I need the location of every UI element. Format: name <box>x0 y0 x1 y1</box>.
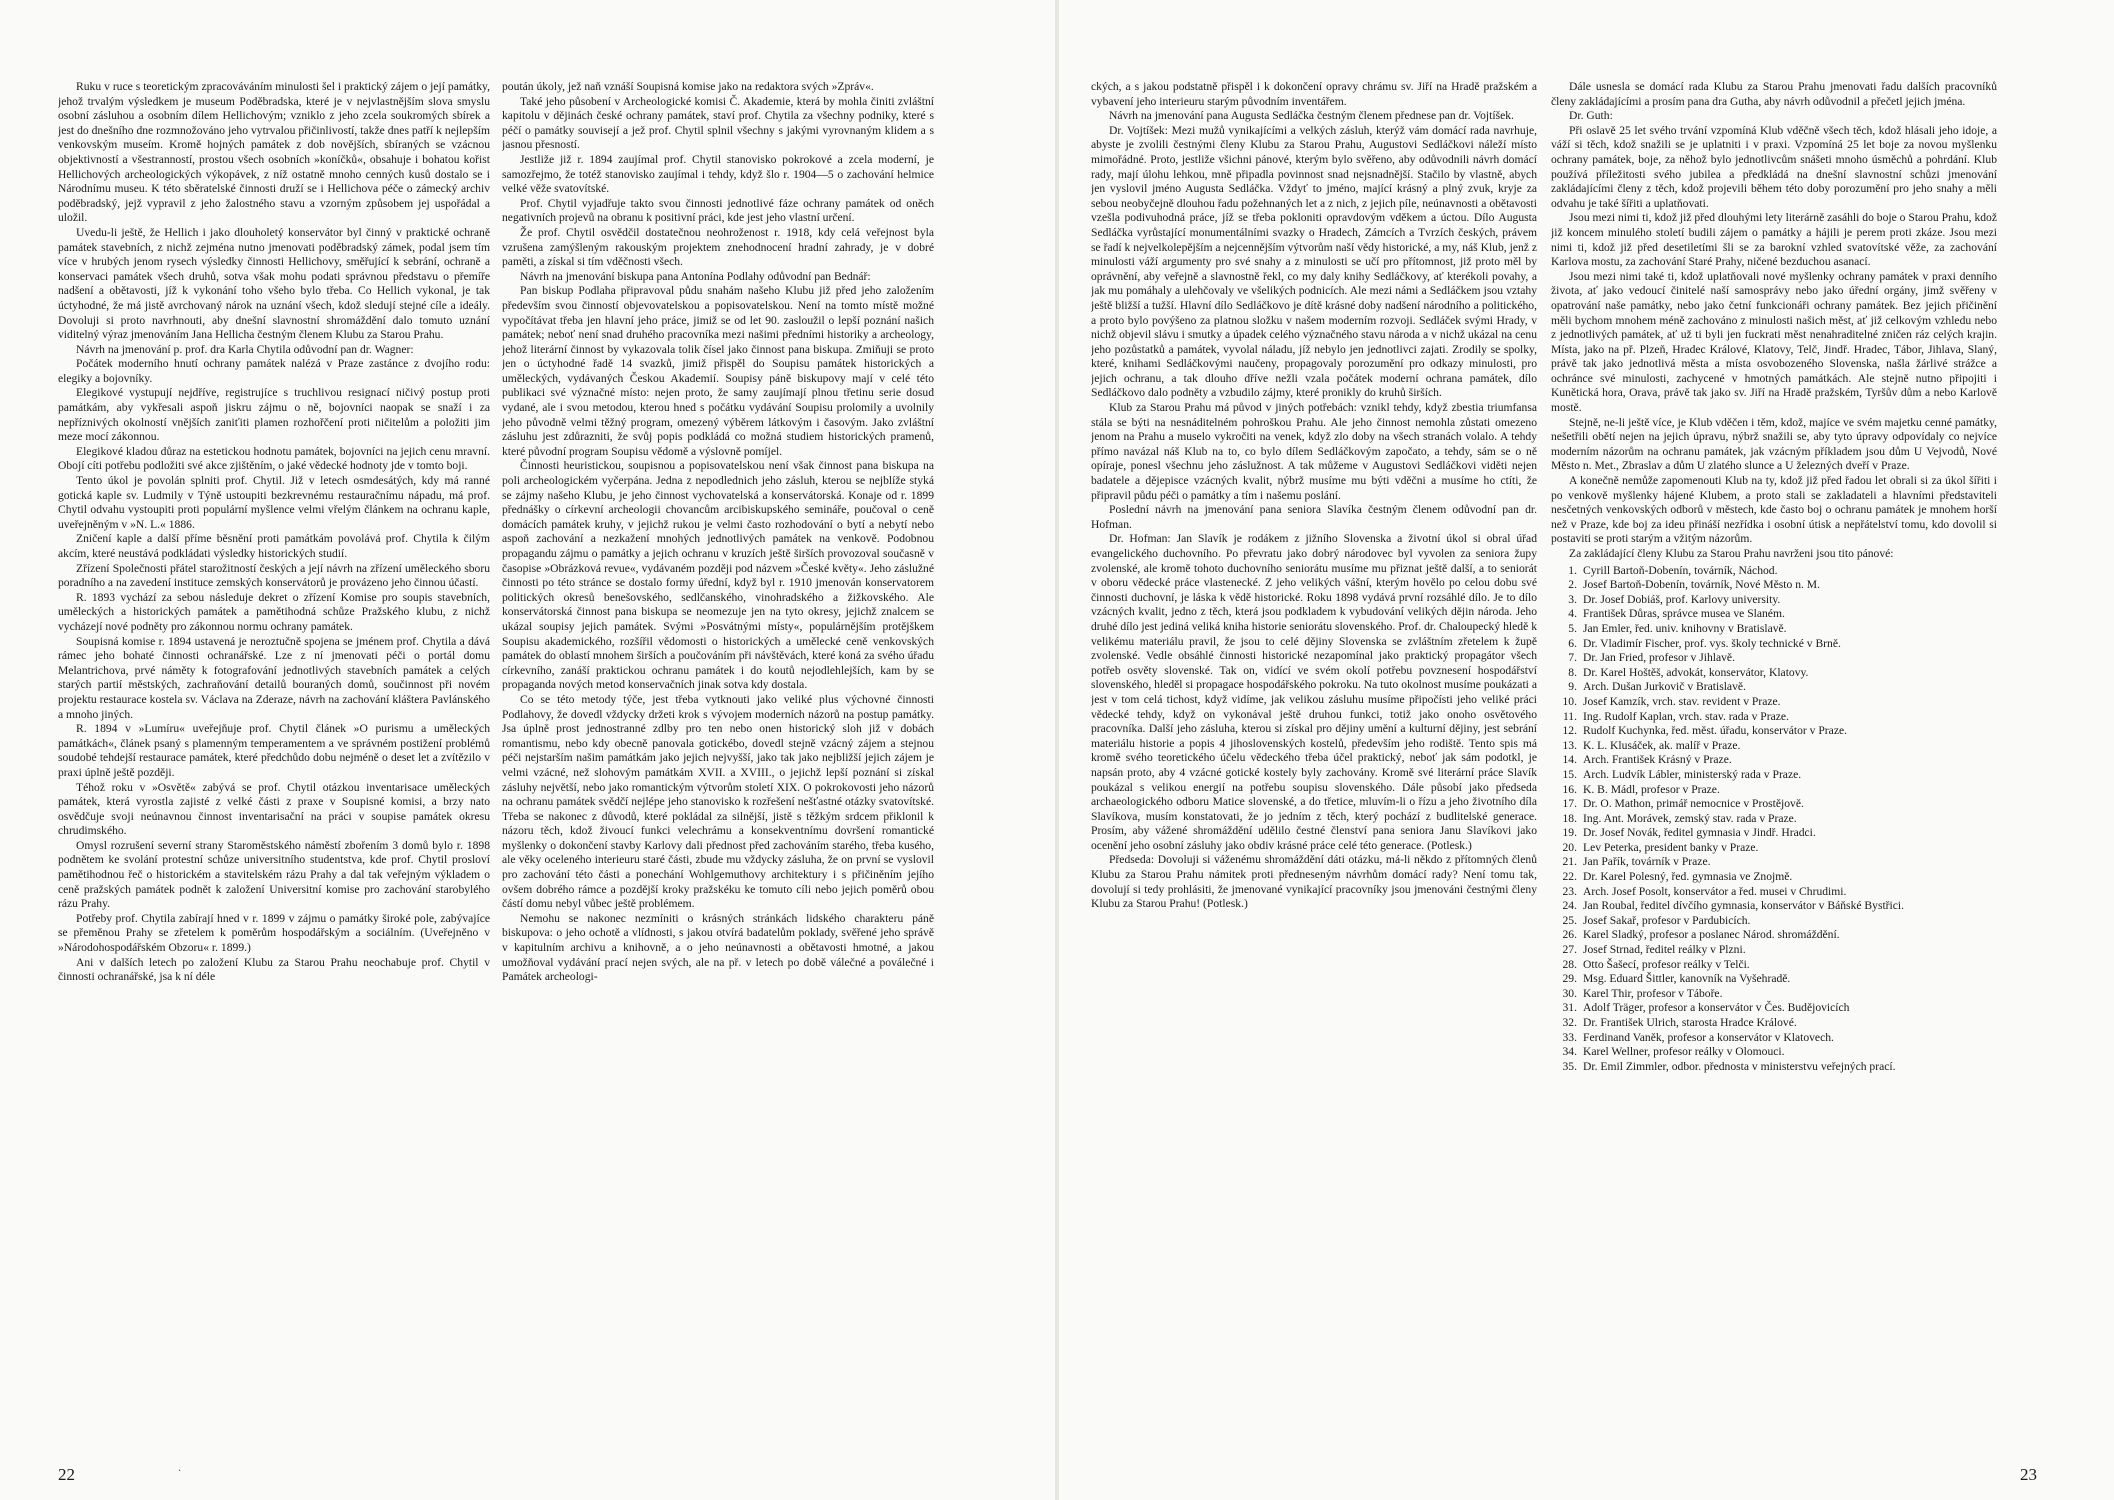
member-list-item <box>1551 1060 1997 1075</box>
member-name: Ing. Rudolf Kaplan, vrch. stav. rada v Praze. <box>1583 709 1789 723</box>
paragraph: R. 1894 v »Lumíru« uveřejňuje prof. Chytil článek »O purismu a uměleckých památkách«, článek psaný s plamenným temperamentem a ve správném postižení problémů soudobé tehdejší restaurace památek, které předchůdo dobu nejméně o deset let a zvítězilo v praxi úplně ještě později. <box>58 722 490 779</box>
member-number: 3. <box>1568 592 1577 606</box>
paragraph: Klub za Starou Prahu má původ v jiných potřebách: vznikl tehdy, když zbestia triumfansa stála se býti na nesnáditelném pohroškou Prahu. Ale jeho činnost nemohla zůstati omezeno jenom na Prahu a muselo vykročiti na venek, když zlo doby na všech stranách volalo. A tehdy přímo navázal náš Klub na to, co bylo dílem Sedláčkovým započato, a tehdy, sám se o ně opíraje, ponesl všechnu jeho záslužnost. A tak můžeme v Augustovi Sedláčkovi viděti nejen badatele a dějepisce vzácných kvalit, nýbrž musíme mu býti vděčni a musíme ho ctíti, že připravil půdu péči o památky a tím i našemu poslání. <box>1091 401 1537 502</box>
paragraph: Při oslavě 25 let svého trvání vzpomíná Klub vděčně všech těch, kdož hlásali jeho idoje, a váží si těch, kdož snažili se je uplatniti i v praxi. Vzpomíná 25 let boje za novou myšlenku ochrany památek, boje, za něhož bylo jednotlivcům snášeti mnoho úsměchů a pohrdání. Klub používá příležitosti svého jubilea a předkládá na dnešní slavnostní schůzi jmenování zakládajícími členy z těch, kdož projevili během této doby porozumění pro jeho snahy a měli odvahu je také šířiti a uplatňovati. <box>1551 123 1997 210</box>
paragraph: Že prof. Chytil osvědčil dostatečnou neohroženost r. 1918, kdy celá veřejnost byla vzrušena zamýšleným rakouským projektem znehodnocení hradní zahrady, je v dobré paměti, a získal si tím vděčnosti všech. <box>502 225 934 269</box>
member-list-item <box>1551 972 1997 987</box>
paragraph: R. 1893 vychází za sebou následuje dekret o zřízení Komise pro soupis stavebních, uměleckých a historických památek a pamětihodná schůze Pražského klubu, z nichž vycházejí nové podněty pro zákonnou normu ochrany památek. <box>58 590 490 633</box>
member-name: Otto Šašecí, profesor reálky v Telči. <box>1583 957 1750 971</box>
member-name: Karel Sladký, profesor a poslanec Národ. shromáždění. <box>1583 928 1840 942</box>
member-list-item <box>1551 885 1997 900</box>
paragraph: Nemohu se nakonec nezmíniti o krásných stránkách lidského charakteru páně biskupova: o jeho ochotě a vlídnosti, s jakou otvírá badatelům poklady, svěřené jeho správě v kapitulním archivu a knihovně, a o jeho neúnavnosti a obětavosti hmotné, a jakou umožňoval vydávání prací nejen svých, ale na př. v letech po době válečné a poválečné i Památek archeologi- <box>502 911 934 984</box>
member-number: 18. <box>1562 811 1577 825</box>
member-name: Jan Roubal, ředitel dívčího gymnasia, konservátor v Báňské Bystřici. <box>1583 899 1905 913</box>
member-number: 22. <box>1562 870 1577 884</box>
member-list-item <box>1551 1016 1997 1031</box>
member-list-item <box>1551 841 1997 856</box>
paragraph: Téhož roku v »Osvětě« zabývá se prof. Chytil otázkou inventarisace uměleckých památek, která vyrostla zajisté z velké části z praxe v Soupisné komisi, a brzy nato osvědčuje svoji neúnavnou činnost inventarisační na práci v soupise památek okresu chrudimského. <box>58 780 490 838</box>
member-number: 8. <box>1568 665 1577 679</box>
member-list-item <box>1551 812 1997 827</box>
paragraph: Dr. Vojtíšek: Mezi mužů vynikajícími a velkých zásluh, kterýž vám domácí rada navrhuje, abyste je zvolili čestnými členy Klubu za Starou Prahu, Augustovi Sedláčkovi náleží místo mimořádné. Proto, jestliže všichni pánové, kterým bylo svěřeno, aby odůvodnili návrh domácí rady, mají úlohu lehkou, mně připadla povinnost snad nejsnadnější. Stačilo by vlastně, abych jen vyslovil jméno Augusta Sedláčka. Vždyť to jméno, mající krásný a plný zvuk, kryje za sebou neobyčejně dlouhou řadu požehnaných let a z nich, z jejich píle, neúnavnosti a obětavosti vzešla podivuhodná práce, jíž se třeba pokloniti opravdovým vděkem a úctou. Dílo Augusta Sedláčka vyrůstající monumentálními svazky o Hradech, Zámcích a Tvrzích českých, právem se řadí k nejvelkolepějším a nejcennějším výtvorům naší vědy historické, a my, náš Klub, jenž z minulosti váží argumenty pro své snahy a z minulosti se učí pro přítomnost, již proto měl by oprávnění, aby veřejně a slavnostně řekl, co my daly knihy Sedláčkovy, ať kterékoli povahy, a jak mu pomáhaly a ulehčovaly ve všelikých podnicích. Ale mezi námi a Sedláčkem jsou vztahy ještě bližší a tužší. Hlavní dílo Sedláčkovo je dítě krásné doby nadšení národního a politického, a proto bylo povýšeno za platnou složku v našem moderním rozvoji. Sedláček svými Hrady, v nichž objevil slávu i smutky a úpadek celého význačného stavu národa a v nichž ukázal na cenu jeho pozůstatků a památek, vyvolal náladu, jíž nebylo jen jednotlivci zajati. Zrodily se spolky, které, knihami Sedláčkovými naučeny, propagovaly porozumění pro odkazy minulosti, pro jejich ochranu, a tak dlouho dříve nežli vzala počátek moderní ochrana památek, dílo Sedláčkovo dalo podněty a vzbudilo zájmy, které pronikly do kruhů širších. <box>1091 123 1537 400</box>
member-number: 2. <box>1568 578 1577 592</box>
member-number: 30. <box>1562 986 1577 1000</box>
paragraph: Elegikové kladou důraz na estetickou hodnotu památek, bojovníci na jejich cenu mravní. Obojí cíti potřebu podložiti své akce zjištěním, o jaké vědecké hodnoty jde v tomto boji. <box>58 444 490 473</box>
member-list-item <box>1551 724 1997 739</box>
paragraph: Zničení kaple a další příme běsnění proti památkám povolává prof. Chytila k čilým akcím, které neustává podkládati výsledky historických studií. <box>58 532 490 560</box>
member-number: 6. <box>1568 636 1577 650</box>
member-list-item <box>1551 710 1997 725</box>
member-name: Dr. Josef Novák, ředitel gymnasia v Jindř. Hradci. <box>1583 826 1816 840</box>
member-number: 15. <box>1562 767 1577 781</box>
member-list-item <box>1551 1045 1997 1060</box>
paragraph: Uvedu-li ještě, že Hellich i jako dlouholetý konservátor byl činný v praktické ochraně památek stavebních, z nichž zejména nutno jmenovati poděbradský zámek, podal jsem tím více v hrubých jenom rysech výsledky činnosti Hellichovy, směřující k sebrání, ochraně a konservaci památek všech druhů, sotva však mohu podati správnou představu o přemíře nadšení a obětavosti, jíž k vykonání toho všeho bylo třeba. Co Hellich vykonal, je tak úctyhodné, že má jistě avrchovaný nárok na uznání všech, kdož sledují stejné cíle a ideály. Dovoluji si proto navrhnouti, aby dnešní slavnostní shromáždění dalo tomuto uznání viditelný výraz jmenováním Jana Hellicha čestným členem Klubu za Starou Prahu. <box>58 225 490 342</box>
paragraph: Poslední návrh na jmenování pana seniora Slavíka čestným členem odůvodní pan dr. Hofman. <box>1091 503 1537 531</box>
member-list-item <box>1551 987 1997 1002</box>
member-number: 14. <box>1562 753 1577 767</box>
member-list-item <box>1551 1001 1997 1016</box>
member-number: 29. <box>1562 972 1577 986</box>
founding-members-intro <box>1551 80 1997 562</box>
member-list-item <box>1551 607 1997 622</box>
member-list-item <box>1551 943 1997 958</box>
member-name: František Důras, správce musea ve Slaném. <box>1583 607 1785 621</box>
member-list-item <box>1551 651 1997 666</box>
member-list-item <box>1551 1031 1997 1046</box>
paragraph: Počátek moderního hnutí ochrany památek nalézá v Praze zastánce z dvojího rodu: elegiky a bojovníky. <box>58 357 490 385</box>
member-name: Dr. Karel Polesný, řed. gymnasia ve Znojmě. <box>1583 870 1793 884</box>
member-list-item <box>1551 680 1997 695</box>
paragraph: Dr. Guth: <box>1569 109 1613 123</box>
member-list-item <box>1551 578 1997 593</box>
member-name: Dr. František Ulrich, starosta Hradce Králové. <box>1583 1016 1797 1029</box>
member-name: Dr. Karel Hoštěš, advokát, konservátor, Klatovy. <box>1583 665 1809 679</box>
member-number: 12. <box>1562 724 1577 738</box>
paragraph: Ruku v ruce s teoretickým zpracováváním minulosti šel i praktický zájem o její památky, jehož trvalým výsledkem je museum Poděbradska, které je v nejvlastnějším slova smyslu osobní zásluhou a osobním dílem Hellichovým; vzniklo z jeho zcela soukromých sbírek a jest do dnešního dne rozmnožováno jeho vytrvalou přičinlivostí, takže dnes patří k nejlepším venkovským museím. Kromě hojných památek z dob novějších, sbíraných se vzácnou objektivností a všestranností, prostou všech osobních »koníčků«, obsahuje i bohatou kořist Hellichových archeologických výkopávek, z níž ostatně mnoho cenných kusů dostalo se i Národnímu museu. K této sběratelské činnosti druží se i Hellichova péče o zámecký archiv poděbradský, jejž vypravil z jeho žalostného stavu a vzorným způsobem jej uspořádal a uložil. <box>58 80 490 225</box>
member-name: Dr. Jan Fried, profesor v Jihlavě. <box>1583 651 1735 665</box>
member-number: 23. <box>1562 884 1577 898</box>
member-name: Dr. O. Mathon, primář nemocnice v Prostějově. <box>1583 797 1804 811</box>
member-number: 21. <box>1562 855 1577 869</box>
member-name: Josef Sakař, profesor v Pardubicích. <box>1583 913 1751 927</box>
member-name: K. B. Mádl, profesor v Praze. <box>1583 782 1720 796</box>
member-name: Arch. Josef Posolt, konservátor a řed. musei v Chrudimi. <box>1583 884 1847 898</box>
member-name: Dr. Josef Dobiáš, prof. Karlovy university. <box>1583 592 1781 606</box>
paragraph: Návrh na jmenování pana Augusta Sedláčka čestným členem přednese pan dr. Vojtíšek. <box>1109 109 1514 123</box>
member-list-item <box>1551 637 1997 652</box>
member-list-item <box>1551 695 1997 710</box>
member-name: Arch. František Krásný v Praze. <box>1583 753 1732 767</box>
paragraph: Jsou mezi nimi také ti, kdož uplatňovali nové myšlenky ochrany památek v praxi denního života, ať jako vedoucí činitelé naší samosprávy nebo jako úřední orgány, jimž svěřeny v opatrování naše památky, nebo jako četní funkcionáři ochrany památek. Bez jejich přičinění měli bychom mnohem méně zachováno z minulosti našich měst, ať již celkovým vzhledu nebo z jednotlivých památek, ať už ti byli jen fuckrati měst nenahraditelné zničen ráz celých krajin. Místa, jako na př. Plzeň, Hradec Králové, Klatovy, Telč, Jindř. Hradec, Tábor, Jihlava, Slaný, právě tak jako jednotlivá města a místa osvobozeného Slovenska, našla žárlivé strážce a ochránce své minulosti, zachycené v hmotných památkách. Ale stejně nutno připojiti i Kunětická hora, Orava, právě tak jako sv. Jiří na Hradě pražském, Tyršův dům a nebo Karlově mostě. <box>1551 269 1997 415</box>
member-list-item <box>1551 914 1997 929</box>
member-number: 24. <box>1562 899 1577 913</box>
member-number: 35. <box>1562 1059 1577 1073</box>
member-number: 1. <box>1568 563 1577 577</box>
paragraph: poután úkoly, jež naň vznáší Soupisná komise jako na redaktora svých »Zpráv«. <box>502 80 874 93</box>
page-number-right: 23 <box>2020 1465 2037 1484</box>
member-number: 17. <box>1562 797 1577 811</box>
paragraph: Stejně, ne-li ještě více, je Klub vděčen i těm, kdož, majíce ve svém majetku cenné památky, nešetřili obětí nejen na jejich úpravu, nýbrž snažili se, aby tyto úpravy odpovídaly co nejvíce moderním názorům na ochranu památek, jak vzácným příkladem jsou dům U Vejvodů, Nové Město n. Met., Zbraslav a dům U zlatého slunce a U železných dveří v Praze. <box>1551 415 1997 473</box>
member-name: Josef Kamzík, vrch. stav. revident v Praze. <box>1583 694 1781 708</box>
member-name: Arch. Dušan Jurkovič v Bratislavě. <box>1583 680 1746 694</box>
page-number-left: 22 <box>58 1465 75 1484</box>
member-name: Karel Thir, profesor v Táboře. <box>1583 986 1723 1000</box>
paragraph: Ani v dalších letech po založení Klubu za Starou Prahu neochabuje prof. Chytil v činnosti ochranářské, jsa k ní déle <box>58 955 490 984</box>
member-number: 27. <box>1562 943 1577 957</box>
member-name: Dr. Vladimír Fischer, prof. vys. školy technické v Brně. <box>1583 636 1841 650</box>
member-number: 7. <box>1568 651 1577 665</box>
paragraph: Co se této metody týče, jest třeba vytknouti jako veliké plus výchovné činnosti Podlahovy, že dovedl vždycky držeti krok s vývojem moderních názorů na postup památky. Jsa úplně prost jednostranné zdlby pro ten nebo onen historický sloh již v dobách romantismu, nebo kdy obecně panovala gotickébo, dovedl stejně vzácný zájem a stejnou péči nejstarším našim památkám jako jejich nejvyšší, jako tak jako nejbližší jejich zájem je velmi vzácné, než slohovým památkám XVII. a XVIII., o jejichž lepší poznání si získal zásluhy největší, nebo jako romantickým výtvorům století XIX. O pokrokovosti jeho názorů na ochranu památek svědčí nejlépe jeho stanovisko k rozřešení nešťastné otázky svatovítské. Třeba se nakonec z důvodů, které pokládal za silnější, jistě s těžkým srdcem přiklonil k názoru těch, kdož živoucí funkci velechrámu a konsekventnímu dovršení romantické myšlenky o dokončení stavby Karlovy dali přednost před zachováním starého, třeba kusého, ale věky oceleného interieuru staré části, zbude mu vždycky zásluha, že on první se vyslovil pro zachování této části a ponechání Wohlgemuthovy architektury i s přičiněním jejího ovšem dobrého rámce a pozdější kroky pražskéku ke tomuto cíli nebo jejich poměrů obou částí domu nebyl vůbec ještě problémem. <box>502 692 934 911</box>
paragraph: Předseda: Dovoluji si váženému shromáždění dáti otázku, má-li někdo z přítomných členů Klubu za Starou Prahu námitek proti předneseným návrhům domácí rady? Není tomu tak, dovolují si tedy prohlásiti, že jmenované vynikající pracovníky jsou jmenováni čestnými členy Klubu za Starou Prahu! (Potlesk.) <box>1091 853 1537 911</box>
paragraph: Dr. Hofman: Jan Slavík je rodákem z jižního Slovenska a životní úkol si obral úřad evangelického duchovního. Po převratu jako dobrý národovec byl vyvolen za seniora župy zvolenské, ale kromě tohoto duchovního seniorátu musíme mu přiznat ještě další, a to seniorát v oboru vědecké práce vlastenecké. Z jeho velikých vášní, kterým hovělo po celou dobu své činnosti duchovní, je láska k vědě historické. Roku 1898 vydává první rozsáhlé dílo. Je to dílo vzácných kvalit, jedno z těch, která jsou podkladem k vybudování velikých dějin národa. Jeho druhé dílo jest jediná veliká kniha historie seniorátu slovenského. Prof. dr. Chaloupecký hledě k velikému materiálu pravil, že jsou to celé dějiny Slovenska se zvláštním zřetelem k župě zvolenské. Vedle obsáhlé činnosti historické nezapomínal jako praktický propagátor všech potřeb osvěty slovenské. Tak on, vidící ve svém okolí potřebu povznesení hospodářství slovenského, hleděl si propagace hospodářského pokroku. Na tuto okolnost musíme poukázati a jest v tom celá tichost, když vidíme, jak velikou zásluhu musíme připočísti jeho veliké práci vědecké tehdy, když on vykonával ještě druhou funkci, totiž jako onoho osvětového pracovníka. Další jeho zásluha, kterou si získal pro dějiny umění a kulturní dějiny, jest sebrání materiálu historie a popis 4 jihoslovenských kostelů, především jeho rodiště. Tento spis má kromě svého teoretického účelu vědeckého třeba účel praktický, neboť jak sám podotkl, je napsán proto, aby 4 vzácné gotické kostely byly zachovány. Kromě své literární práce Slavík poukázal s velikou energií na potřebu soupisu slovenského. Dále působí jako předseda archaeologického odboru Matice slovenské, a do třetice, mluvím-li o řízu a jeho životního díla Slavíkova, musím konstatovati, že jo jedním z těch, který pochází z budlitelské generace. Prosím, aby vážené shromáždění udělilo čestné členství pana seniora Janu Slavíkovi jako ocenění jeho osobní zásluhy jako obdiv krásné práce celé této generace. (Potlesk.) <box>1091 532 1537 852</box>
member-name: Msg. Eduard Šittler, kanovník na Vyšehradě. <box>1583 972 1791 986</box>
paragraph: Soupisná komise r. 1894 ustavená je neroztučně spojena se jménem prof. Chytila a dává rámec jeho bohaté činnosti ochranářské. Lze z ní jmenovati péči o portál domu Melantrichova, prvé náměty k fotografování jednotlivých stavebních památek a celých starých partií městských, zachraňování detailů bouraných domů, součinnost při novém projektu restaurace kostela sv. Václava na Zderaze, návrh na zachování kláštera Pavlánského a mnoho jiných. <box>58 634 490 721</box>
member-list-item <box>1551 622 1997 637</box>
member-list-item <box>1551 855 1997 870</box>
member-name: K. L. Klusáček, ak. malíř v Praze. <box>1583 738 1741 752</box>
member-name: Josef Bartoň-Dobenín, továrník, Nové Město n. M. <box>1583 578 1820 592</box>
member-number: 20. <box>1562 840 1577 854</box>
member-number: 11. <box>1562 709 1577 723</box>
paragraph: Zřízení Společnosti přátel starožitností českých a její návrh na zřízení uměleckého sboru poradního a na zavedení instituce zemských konservátorů je provázeno jeho činnou účastí. <box>58 561 490 590</box>
stray-mark: · <box>178 1466 182 1477</box>
member-name: Josef Strnad, ředitel reálky v Plzni. <box>1583 943 1746 957</box>
paragraph: Tento úkol je povolán splniti prof. Chytil. Již v letech osmdesátých, kdy má ranné gotická kaple sv. Ludmily v Týně ustoupiti bezkrevnému restauračnímu nápadu, má prof. Chytil odvahu vystoupiti proti populární myšlence velmi vřelým článkem na ochranu kaple, uveřejněným v »N. L.« 1886. <box>58 474 490 531</box>
member-number: 19. <box>1562 826 1577 840</box>
member-name: Arch. Ludvík Lábler, ministerský rada v Praze. <box>1583 767 1802 781</box>
member-name: Lev Peterka, president banky v Praze. <box>1583 840 1759 854</box>
right-column-1 <box>1091 80 1537 1380</box>
member-number: 33. <box>1562 1030 1577 1044</box>
member-name: Adolf Träger, profesor a konservátor v Čes. Budějovicích <box>1583 1001 1850 1015</box>
member-name: Cyrill Bartoň-Dobenín, továrník, Náchod. <box>1583 563 1778 577</box>
member-name: Ferdinand Vaněk, profesor a konservátor v Klatovech. <box>1583 1030 1834 1044</box>
member-list-item <box>1551 958 1997 973</box>
member-number: 16. <box>1562 782 1577 796</box>
member-list-item <box>1551 666 1997 681</box>
paragraph: Prof. Chytil vyjadřuje takto svou činnosti jednotlivé fáze ochrany památek od oněch negativních projevů na obranu k positivní práci, kde jest jeho vlastní určení. <box>502 196 934 225</box>
member-list-item <box>1551 564 1997 579</box>
member-name: Rudolf Kuchynka, řed. měst. úřadu, konservátor v Praze. <box>1583 724 1848 738</box>
paragraph: Jestliže již r. 1894 zaujímal prof. Chytil stanovisko pokrokové a zcela moderní, je samozřejmo, že totéž stanovisko zaujímal i tehdy, když šlo r. 1904—5 o zachování helmice velké věže svatovítské. <box>502 152 934 196</box>
member-number: 13. <box>1562 738 1577 752</box>
member-number: 5. <box>1568 621 1577 635</box>
member-name: Dr. Emil Zimmler, odbor. přednosta v ministerstvu veřejných prací. <box>1583 1059 1896 1073</box>
paragraph: Potřeby prof. Chytila zabírají hned v r. 1899 v zájmu o památky široké pole, zabývajíce se přeměnou Prahy se zřetelem k poměrům hospodářským a sociálním. (Uveřejněno v »Národohospodářském Obzoru« r. 1899.) <box>58 911 490 955</box>
member-number: 10. <box>1562 694 1577 708</box>
member-name: Karel Wellner, profesor reálky v Olomouci. <box>1583 1045 1785 1059</box>
paragraph: Dále usnesla se domácí rada Klubu za Starou Prahu jmenovati řadu dalších pracovníků členy zakládajícími a prosím pana dra Gutha, aby návrh odůvodnil a přečetl jejich jména. <box>1551 80 1997 108</box>
paragraph: Elegikové vystupují nejdříve, registrujíce s truchlivou resignací ničivý postup proti památkám, aby vykřesali aspoň jiskru zájmu o ně, bojovníci naopak se snaží i za nepříznivých okolností vnějších zaniťiti plamen rozhořčení proti ničitelům a položiti jim meze mocí zákonnou. <box>58 386 490 444</box>
member-list-item <box>1551 899 1997 914</box>
member-number: 26. <box>1562 928 1577 942</box>
member-list-item <box>1551 768 1997 783</box>
member-list-item <box>1551 593 1997 608</box>
left-column-2 <box>502 80 934 1380</box>
member-name: Ing. Ant. Morávek, zemský stav. rada v Praze. <box>1583 811 1797 825</box>
left-column-1 <box>58 80 490 1380</box>
member-number: 32. <box>1562 1016 1577 1029</box>
paragraph: Pan biskup Podlaha připravoval půdu snahám našeho Klubu již před jeho založením především svou činností objevovatelskou a popisovatelskou. Není na tomto místě možné vypočítávat třeba jen hlavní jeho práce, jimiž se od let 90. zasloužil o lepší poznání našich památek; neboť není snad druhého pracovníka mezi našimi předními historiky a archeology, jehož literární činnost by vykazovala tolik čísel jako činnost pana biskupa. Zmiňuji se proto jen o úctyhodné řadě 14 svazků, jimiž přispěl do Soupisu památek historických a uměleckých, vydávaných Českou Akademií. Soupisy páně biskupovy mají v celé této publikaci své význačné místo: nejen proto, že samy zaujímají plnou třetinu serie dosud vydané, ale i svou metodou, kterou hned s počátku vydávání Soupisu prolomily a uvolnily jeho původně velmi těžný program, omezený výběrem látkovým i časovým. Jako zvláštní zásluhu jest zdůrazniti, že svůj popis podkládá co možná studiem historických pramenů, které původní program Soupisu vědomě a výslovně pomíjel. <box>502 284 934 458</box>
member-number: 34. <box>1562 1045 1577 1059</box>
paragraph: Omysl rozrušení severní strany Staroměstského náměstí zbořením 3 domů bylo r. 1898 podnětem ke svolání protestní schůze universitního studentstva, kde prof. Chytil prosloví pamětihodnou řeč o historickém a stavitelském rázu Prahy a dal tak veřejným výkladem o ceně pražských památek podnět k založení Universitní komise pro zachování starobylého rázu Prahy. <box>58 838 490 911</box>
member-list-item <box>1551 783 1997 798</box>
right-column-2 <box>1551 80 1997 1380</box>
member-list-item <box>1551 753 1997 768</box>
member-name: Jan Pařík, továrník v Praze. <box>1583 855 1711 869</box>
member-number: 4. <box>1568 607 1577 621</box>
paragraph: Návrh na jmenování biskupa pana Antonína Podlahy odůvodní pan Bednář: <box>520 269 871 283</box>
member-list-item <box>1551 928 1997 943</box>
member-list-item <box>1551 797 1997 812</box>
member-number: 28. <box>1562 957 1577 971</box>
member-list-item <box>1551 870 1997 885</box>
member-list-item <box>1551 826 1997 841</box>
paragraph: Také jeho působení v Archeologické komisi Č. Akademie, která by mohla činiti zvláštní kapitolu v dějinách české ochrany památek, staví prof. Chytila za všechny podniky, které s péčí o památky souvisejí a jež prof. Chytil splnil všechny s jakými vyrovnaným klidem a s jasnou přesností. <box>502 94 934 152</box>
member-name: Jan Emler, řed. univ. knihovny v Bratislavě. <box>1583 621 1787 635</box>
paragraph: A konečně nemůže zapomenouti Klub na ty, kdož již před řadou let obrali si za úkol šířiti i po venkově myšlenky hájené Klubem, a proto stali se zakladateli a hlavními představiteli nesčetných venkovských odborů v městech, kde často boj o ochranu památek je mnohem horší než v Praze, kde boj za ideu přináší nezřídka i osobní útisk a nepřátelství tomu, kdo dovolil si postaviti se proti starým a vžitým názorům. <box>1551 474 1997 546</box>
member-number: 25. <box>1562 913 1577 927</box>
paragraph: Za zakládající členy Klubu za Starou Prahu navrženi jsou tito pánové: <box>1569 547 1894 560</box>
founding-members-list <box>1551 564 1997 1075</box>
paragraph: Činnosti heuristickou, soupisnou a popisovatelskou není však činnost pana biskupa na poli archeologickém vyčerpána. Jedna z nepodlednich jeho zásluh, kterou se nejblíže styká se zájmy našeho Klubu, je jeho činnost vychovatelská a konservátorská. Konaje od r. 1899 přednášky o církevní archeologii chovancům arcibiskupského semináře, poučoval o ceně domácích památek kruhy, v jejichž rukou je velmi často rozhodování o bytí a nebytí nebo aspoň zachování a nezkažení mnohých jednotlivých památek na venkově. Podobnou propagandu zájmu o památky a jejich ochranu v kruzích ještě širších provozoval současně v časopise »Obrázková revue«, vydávaném později pod názvem »České květy«. Jeho záslužné činnosti po této stránce se dostalo formy úřední, když byl r. 1910 jmenován konservatorem politických okresů benešovského, sedlčanského, vinohradského a žižkovského. Ale konservátorská činnost pana biskupa se neomezuje jen na tyto okresy, jejichž znalcem se ukázal soupisy jejich památek. Svými »Posvátnými místy«, populárnějším protějškem Soupisu akademického, rozšířil vědomosti o historických a umělecké ceně venkovských památek do oblastí mnohem širších a poučováním při návštěvách, které koná za svého úřadu církevního, zanáší praktickou ochranu památek i do koutů nejodlehlejších, kam by se propaganda nových metod konservačních jinak sotva kdy dostala. <box>502 459 934 692</box>
member-number: 31. <box>1562 1001 1577 1015</box>
paragraph: Jsou mezi nimi ti, kdož již před dlouhými lety literárně zasáhli do boje o Starou Prahu, kdož již koncem minulého století budili zájem o památky a hájili je perem proti zkáze. Jsou mezi nimi ti, kdož již před desetiletími šli se za barokní vzhled svatovítské věže, za zachování Karlova mostu, za zachování Staré Prahy, ničené bezduchou asanací. <box>1551 211 1997 269</box>
paragraph: ckých, a s jakou podstatně přispěl i k dokončení opravy chrámu sv. Jiří na Hradě pražském a vybavení jeho interieuru starým původním inventářem. <box>1091 80 1537 108</box>
member-number: 9. <box>1568 680 1577 694</box>
paragraph: Návrh na jmenování p. prof. dra Karla Chytila odůvodní pan dr. Wagner: <box>76 342 414 356</box>
member-list-item <box>1551 739 1997 754</box>
right-page <box>1057 0 2114 1500</box>
